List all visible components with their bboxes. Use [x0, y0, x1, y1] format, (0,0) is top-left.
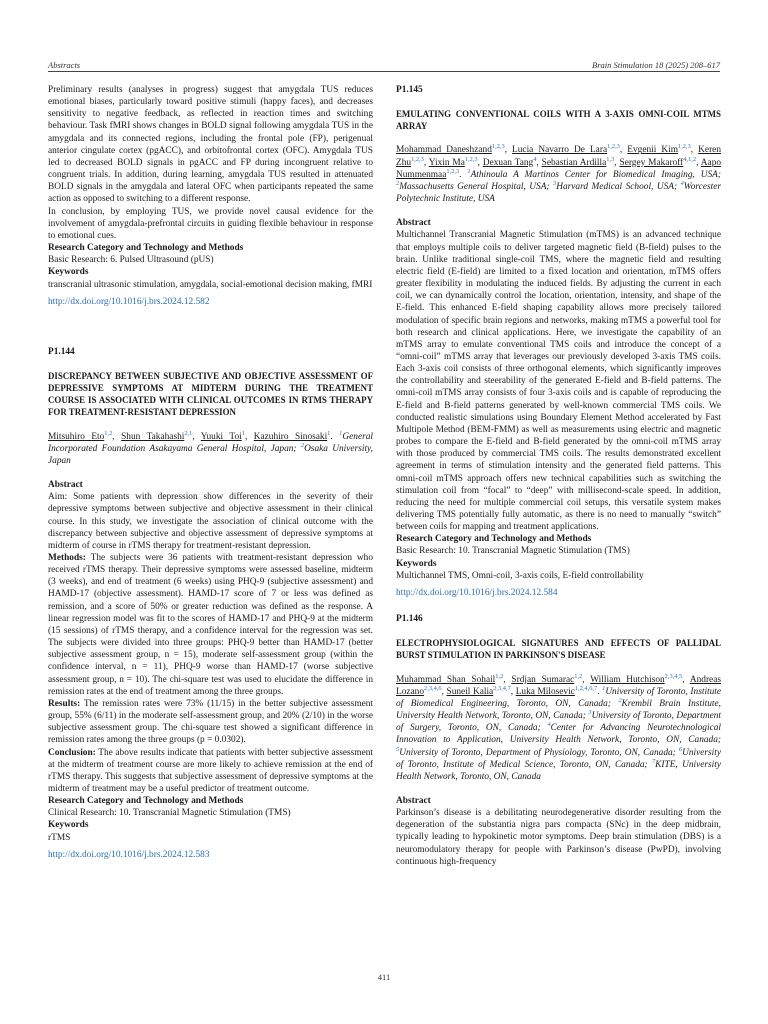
author-separator: ,: [690, 145, 699, 156]
author-affiliation-marker[interactable]: 1,2,4,6,7: [574, 684, 598, 692]
author-list: [396, 674, 721, 783]
author-name: Shun Takahashi: [121, 431, 185, 442]
affiliation-text: Athinoula A Martinos Center for Biomedical Imaging, USA;: [470, 169, 722, 180]
doi-link[interactable]: http://dx.doi.org/10.1016/j.brs.2024.12.584: [396, 587, 558, 598]
research-category-heading: Research Category and Technology and Methods: [396, 534, 592, 545]
header-rule: [48, 71, 720, 72]
doi-link[interactable]: http://dx.doi.org/10.1016/j.brs.2024.12.583: [48, 849, 210, 860]
affiliation-text: University of Toronto, Institute of Biomedical Engineering, Toronto, ON, Canada;: [396, 686, 722, 709]
author-name: Yixin Ma: [428, 157, 465, 168]
author-separator: ,: [503, 674, 512, 685]
abstract-paragraph: Methods: The subjects were 36 patients with treatment-resistant depression who received rTMS therapy. Their depressive symptoms were assessed baseline, midterm (3 weeks), and end of treatment (6 weeks) using PHQ-9 (subjective assessment) and HAMD-17 (objective assessment). HAMD-17 score of 7 or less was defined as remission, and a score of 50% or greater reduction was defined as the response. A linear regression model was fit to the scores of HAMD-17 and PHQ-9 at the midterm (15 sessions) of rTMS therapy, and a confidence interval for the regression was set. The subjects were divided into three groups: PHQ-9 better than HAMD-17 (better subjective assessment group, n = 15), moderate self-assessment group (within the confidence interval, n = 11), PHQ-9 worse than HAMD-17 (worse subjective assessment group, n = 10). The chi-square test was used to elucidate the difference in remission rates at the end of treatment among the three groups.: [48, 553, 374, 697]
author-separator: ,: [619, 145, 628, 156]
author-name: Yuuki Toi: [200, 431, 242, 442]
author-list: [48, 431, 373, 467]
research-category-value: Clinical Research: 10. Transcranial Magnetic Stimulation (TMS): [48, 808, 291, 819]
author-separator: .: [459, 169, 468, 180]
doi-link[interactable]: http://dx.doi.org/10.1016/j.brs.2024.12.582: [48, 296, 210, 307]
author-separator: ,: [510, 686, 516, 697]
author-list: [396, 144, 721, 205]
author-name: Kazuhiro Sinosaki: [253, 431, 328, 442]
affiliation-marker: 4: [680, 179, 684, 187]
author-separator: ,: [192, 431, 201, 442]
abstract-heading: Abstract: [396, 218, 431, 229]
author-separator: ,: [536, 157, 542, 168]
author-separator: ,: [696, 157, 701, 168]
author-affiliation-marker[interactable]: 1: [241, 429, 245, 437]
author-affiliation-marker[interactable]: 2,1: [184, 429, 193, 437]
research-category-heading: Research Category and Technology and Methods: [48, 243, 244, 254]
author-affiliation-marker[interactable]: 1: [327, 429, 331, 437]
author-affiliation-marker[interactable]: 1,2,3: [446, 167, 460, 175]
author-separator: ,: [441, 686, 447, 697]
keywords-value: rTMS: [48, 832, 71, 843]
affiliation-text: Massachusetts General Hospital, USA;: [399, 181, 553, 192]
affiliation-text: University of Toronto, Department of Surgery, Toronto, ON, Canada;: [396, 711, 721, 734]
author-name: William Hutchison: [590, 674, 665, 685]
keywords-value: transcranial ultrasonic stimulation, amygdala, social-emotional decision making, fMRI: [48, 279, 373, 290]
affiliation-text: General Incorporated Foundation Asakayama General Hospital, Japan;: [48, 431, 373, 454]
author-name: Sergey Makaroff: [619, 157, 684, 168]
author-name: Lucia Navarro De Lara: [512, 145, 608, 156]
author-affiliation-marker[interactable]: 1,2,3: [411, 155, 424, 163]
affiliation-text: KITE, University Health Network, Toronto, ON, Canada: [396, 759, 721, 782]
affiliation-text: Worcester Polytechnic Institute, USA: [396, 181, 721, 205]
abstract-paragraph: Conclusion: The above results indicate that patients with better subjective assessment at the midterm of treatment course are more likely to achieve remission at the end of rTMS therapy. This suggests that subjective assessment of depressive symptoms at the midterm of treatment may be a useful predictor of treatment outcome.: [48, 747, 373, 794]
right-column: [396, 84, 721, 868]
author-separator: ,: [244, 431, 254, 442]
affiliation-marker: 2: [300, 441, 305, 449]
research-category-heading: Research Category and Technology and Methods: [48, 796, 244, 807]
affiliation-marker: 2: [396, 179, 400, 187]
page-number: 411: [377, 972, 391, 982]
keywords-value: Multichannel TMS, Omni-coil, 3-axis coils, E-field controllability: [396, 570, 644, 581]
author-name: Sebastian Ardilla: [541, 157, 607, 168]
author-affiliation-marker[interactable]: 4: [533, 155, 537, 163]
abstract-heading: Abstract: [396, 795, 431, 806]
author-affiliation-marker[interactable]: 2,3,4,7: [493, 684, 511, 692]
author-affiliation-marker[interactable]: 1,2,3: [678, 143, 691, 151]
author-affiliation-marker[interactable]: 1,2: [104, 429, 113, 437]
abstract-body: Parkinson’s disease is a debilitating neurodegenerative disorder resulting from the degeneration of the substantia nigra pars compacta (SNc) in the deep midbrain, typically leading to hypokinetic motor symptoms. Deep brain stimulation (DBS) is a neuromodulatory therapy for people with Parkinson’s disease (PwPD), involving continuous high-frequency: [396, 808, 721, 867]
affiliation-marker: 3: [553, 179, 557, 187]
continuation-paragraph: In conclusion, by employing TUS, we provide novel causal evidence for the involvement of amygdala-prefrontal circuits in guiding flexible behaviour in response to emotional cues.: [48, 206, 373, 241]
affiliation-marker: 1: [339, 429, 343, 437]
author-name: Evgenii Kim: [627, 145, 678, 156]
abstract-title: DISCREPANCY BETWEEN SUBJECTIVE AND OBJECTIVE ASSESSMENT OF DEPRESSIVE SYMPTOMS AT MIDTERM DURING THE TREATMENT COURSE IS ASSOCIATED WITH CLINICAL OUTCOMES IN RTMS THERAPY FOR TREATMENT-RESISTANT DEPRESSION: [48, 370, 373, 418]
affiliation-text: Center for Advancing Neurotechnological Innovation to Application, University Health Network, Toronto, ON, Canada;: [396, 723, 721, 746]
author-name: Aapo Nummenmaa: [396, 157, 722, 180]
abstract-body: Multichannel Transcranial Magnetic Stimulation (mTMS) is an advanced technique that employs multiple coils to deliver targeted magnetic field (B-field) pulses to the brain. Unlike traditional single-coil TMS, where the magnetic field and resulting electric field (E-field) are limited to a fixed location and orientation, mTMS offers greater flexibility in modulating the induced fields. By adjusting the current in each coil, we can dynamically control the location, orientation, intensity, and shape of the E-field. This enhanced E-field shaping capability allows more precisely tailored modulation of specific brain regions and networks, making mTMS a powerful tool for both research and clinical applications. Here, we investigate the capability of an mTMS array to emulate conventional TMS coils and introduce the concept of a “omni-coil” mTMS array that leverages our previously developed 3-axis TMS coils. Each 3-axis coil consists of three orthogonal elements, which significantly improves the controllability and steerability of the generated E-field and B-field patterns. The omni-coil mTMS array consists of four 3-axis coils and is capable of reproducing the E-field and B-field patterns generated by well-known commercial TMS coils. We conducted realistic simulations using Boundary Element Method accelerated by Fast Multipole Method (BEM-FMM) as well as measurements using electric and magnetic probes to compare the E-field and B-field generated by the omni-coil mTMS array with those produced by commercial TMS coils. The results demonstrated excellent agreement in terms of stimulation intensity and the generated field patterns. This omni-coil mTMS approach offers new technical capabilities such as switching the stimulation coil from “focal” to “deep” with millisecond-scale speed. In addition, reducing the need for multiple commercial coil setups, this versatile system makes delivering TMS potentially fully automatic, as there is no need to manually “switch” between coils for mapping and treatment applications.: [396, 230, 721, 533]
abstract-id: P1.146: [396, 614, 423, 625]
affiliation-marker: 2: [618, 696, 622, 704]
author-separator: ,: [112, 431, 122, 442]
abstract-title: EMULATING CONVENTIONAL COILS WITH A 3-AXIS OMNI-COIL MTMS ARRAY: [396, 109, 721, 132]
author-separator: ,: [423, 157, 429, 168]
left-column: [48, 84, 373, 861]
research-category-value: Basic Research: 10. Transcranial Magnetic Stimulation (TMS): [396, 546, 630, 557]
author-name: Dexuan Tang: [482, 157, 534, 168]
author-separator: ,: [477, 157, 483, 168]
author-name: Mitsuhiro Eto: [48, 431, 105, 442]
author-name: Suneil Kalia: [446, 686, 494, 697]
affiliation-marker: 1: [467, 167, 471, 175]
keywords-heading: Keywords: [396, 558, 437, 569]
author-separator: ,: [504, 145, 513, 156]
affiliation-marker: 6: [678, 745, 683, 753]
author-affiliation-marker[interactable]: 1,3: [606, 155, 615, 163]
abstract-id: P1.145: [396, 85, 423, 95]
affiliation-text: Osaka University, Japan: [48, 443, 374, 466]
author-affiliation-marker[interactable]: 2,3,4,5: [664, 672, 683, 680]
author-name: Keren Zhu: [396, 145, 721, 168]
abstract-heading: Abstract: [48, 480, 83, 491]
affiliation-marker: 5: [396, 745, 400, 753]
author-name: Muhammad Shan Sohail: [396, 674, 496, 685]
keywords-heading: Keywords: [48, 820, 89, 831]
author-name: Andreas Lozano: [396, 674, 721, 697]
abstract-title: ELECTROPHYSIOLOGICAL SIGNATURES AND EFFECTS OF PALLIDAL BURST STIMULATION IN PARKINSON'S DISEASE: [396, 638, 721, 661]
author-separator: ,: [582, 674, 591, 685]
author-affiliation-marker[interactable]: 1,2,3: [607, 143, 620, 151]
abstract-paragraph: Aim: Some patients with depression show differences in the severity of their depressive symptoms between subjective and objective assessment in their clinical course. In this study, we investigate the association of clinical outcome with the discrepancy between subjective and objective assessment of depressive symptoms at midterm of course in rTMS therapy for treatment-resistant depression.: [48, 492, 373, 551]
author-name: Mohammad Daneshzand: [396, 145, 492, 156]
author-affiliation-marker[interactable]: 2,3,4,6: [424, 684, 442, 692]
affiliation-marker: 4: [547, 721, 551, 729]
author-affiliation-marker[interactable]: 4,1,2: [683, 155, 697, 163]
affiliation-text: Krembil Brain Institute, University Health Network, Toronto, ON, Canada;: [396, 698, 721, 722]
affiliation-text: University of Toronto, Institute of Medical Science, Toronto, ON, Canada;: [396, 747, 721, 770]
running-header-left: Abstracts: [48, 60, 81, 70]
affiliation-text: University of Toronto, Department of Physiology, Toronto, ON, Canada;: [399, 747, 679, 758]
affiliation-text: Harvard Medical School, USA;: [556, 181, 681, 192]
author-separator: .: [330, 431, 340, 442]
affiliation-marker: 7: [651, 757, 656, 765]
author-affiliation-marker[interactable]: 1,2,3: [464, 155, 478, 163]
author-separator: .: [597, 686, 603, 697]
author-name: Luka Milosevic: [515, 686, 575, 697]
author-affiliation-marker[interactable]: 1,2: [574, 672, 583, 680]
author-affiliation-marker[interactable]: 1,2,3: [491, 143, 505, 151]
author-name: Srdjan Sumarac: [511, 674, 575, 685]
author-separator: ,: [682, 674, 690, 685]
running-header-right: Brain Stimulation 18 (2025) 208–617: [592, 60, 720, 70]
keywords-heading: Keywords: [48, 267, 89, 278]
abstract-id: P1.144: [48, 346, 75, 357]
abstract-paragraph: Results: The remission rates were 73% (11/15) in the better subjective assessment group, 55% (6/11) in the moderate self-assessment group, and 20% (2/10) in the worse subjective assessment group. The chi-square test showed a significant difference in remission rates among the three groups (p = 0.0302).: [48, 698, 374, 746]
affiliation-marker: 1: [602, 684, 606, 692]
author-separator: ,: [614, 157, 620, 168]
research-category-value: Basic Research: 6. Pulsed Ultrasound (pUS): [48, 255, 214, 266]
affiliation-marker: 3: [588, 708, 592, 716]
author-affiliation-marker[interactable]: 1,2: [495, 672, 504, 680]
continuation-paragraph: Preliminary results (analyses in progress) suggest that amygdala TUS reduces emotional biases, particularly toward positive stimuli (happy faces), and decreases sensitivity to negative feedback, as reflected in reaction times and switching behaviour. Task fMRI shows changes in BOLD signal following amygdala TUS in the amygdala and its connected regions, including the frontal pole (FP), perigenual anterior cingulate cortex (pgACC), and orbitofrontal cortex (OFC). Amygdala TUS led to decreased BOLD signals in pgACC and FP during incongruent relative to congruent trials. In addition, during learning, amygdala TUS resulted in attenuated BOLD signals in the amygdala and lateral OFC when participants repeated the same action as opposed to switching to a different response.: [48, 85, 373, 205]
